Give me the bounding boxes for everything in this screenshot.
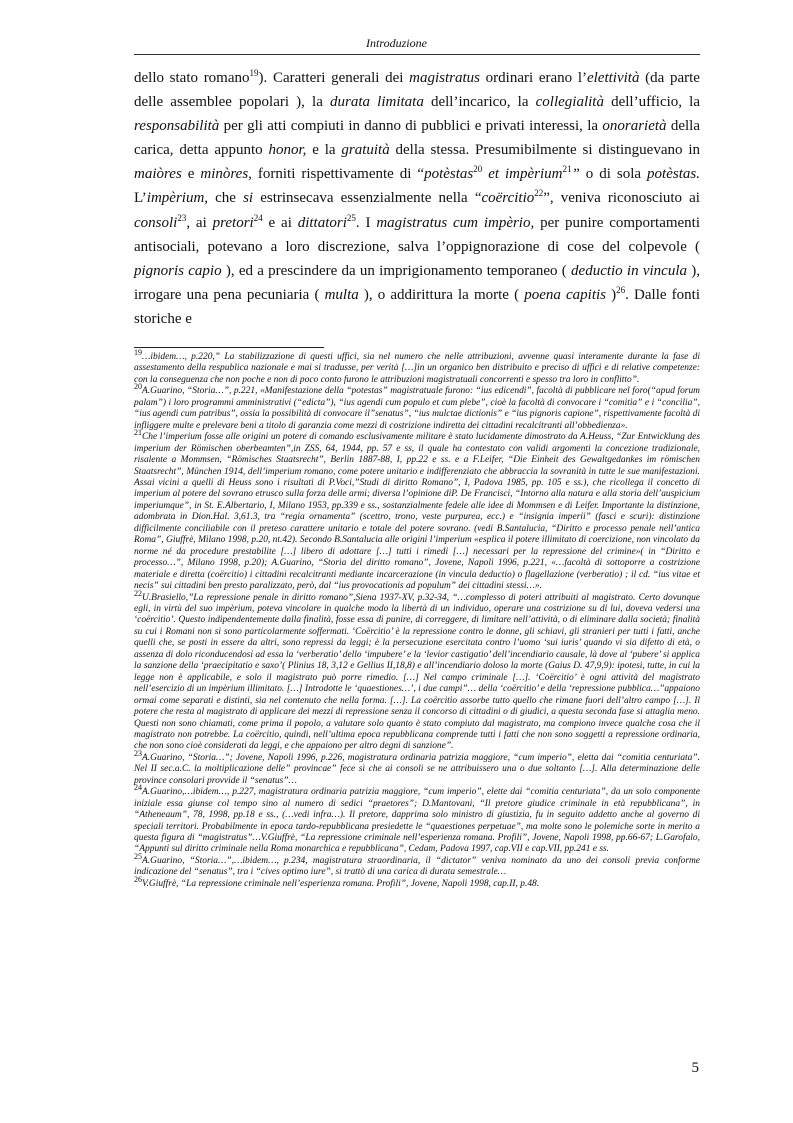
body-text-run: dell’ufficio, la [603, 94, 700, 111]
footnotes [134, 347, 700, 890]
footnote-ref: 26 [616, 284, 626, 295]
body-text-run: dell’incarico, la [423, 94, 536, 111]
body-text-run: ordinari erano l’ [479, 70, 587, 86]
body-text-run: ), ed a prescindere da un imprigionamento temporaneo ( [221, 262, 572, 279]
page-number: 5 [691, 1060, 699, 1076]
body-text-run: che [208, 190, 244, 207]
body-text-run: o di sola [579, 166, 648, 183]
body-text-run: e ai [262, 214, 298, 231]
footnote-number: 23 [134, 748, 142, 758]
body-italic-run: pretori [212, 214, 254, 231]
footnote [134, 851, 700, 879]
body-italic-run: et impèrium [482, 166, 563, 183]
running-header: Introduzione [366, 36, 427, 50]
footnote-ref: 22 [534, 188, 544, 199]
footnote-ref: 21 [562, 164, 572, 175]
body-italic-run: magistratus [409, 70, 480, 86]
footnote-ref: 23 [177, 212, 187, 223]
footnote-text: A.Guarino, “Storia…”,…ibidem…, p.234, magistratura straordinaria, il “dictator” veniva nominato da uno dei consoli previa conforme indicazione del “senatus”, tra i “cives optimo iure”, si trattò di una carica di durata semestrale… [134, 855, 700, 878]
body-text-run: ), irrogare una pena pecuniaria ( [134, 262, 700, 303]
footnote-ref: 20 [473, 164, 483, 175]
footnote-text: A.Guarino, “Storia…”, p.221, «Manifestazione della “potestas” magistratuale furono: “ius edicendi”, facoltà di pubblicare nel foro(“apud forum palam”) i loro programmi amministrativi (“edicta”), “ius agendi cum populo et cum plebe”, cioè la facoltà di convocare i “comitia” e i “concilia”, “ius agendi cum patribus”, ossia la possibilità di convocare il”senatus”, “ius mulctae dictionis” e “ius pignoris capione”, rispettivamente facoltà di infliggere multe e prelevare beni a titolo di garanzia come mezzi di costrizione indiretta dei cittadini recalcitranti all’obbedienza». [134, 386, 700, 431]
footnote [134, 874, 700, 890]
footnote-text: U.Brasiello,”La repressione penale in diritto romano”,Siena 1937-XV, p.32-34, “…complesso di poteri attribuiti al magistrato. Certo dovunque egli, in virtù del suo impèrium, poteva vincolare in qualche modo la libertà di un individuo, operare una costrizione su di lui, doveva vedersi una ‘coërcitio’. Questo indipendentemente dalla finalità, fosse essa di punire, di correggere, di limitare nell’attività, o di eliminare dalla società; finalità su cui i Romani non si sono particolarmente soffermati. ‘Coërcitio’ è la repressione contro le donne, gli schiavi, gli stranieri per tutti i fatti, anche quelli che, se posti in essere da altri, sono repressi da leggi; è la persecuzione esercitata contro l’uomo ‘sui iuris’ quando vi sia difetto di età, o assenza di dolo riconducendosi ad essa la ‘verberatio’ dello ‘impubere’ e la ‘levior castigatio’ dell’incendiario causale, là dove al ‘pubere’ si applica la sanzione della ‘praecipitatio e saxo’( Plinius 18, 3,12 e Gellius II,18,8) e all’incendiario doloso la morte (Gaius D. 47,9,9): ipotesi, tutte, in cui la legge non è applicabile, e solo il magistrato può porre rimedio. […] Nel campo criminale […]. ‘Coërcitio’ è ogni attività del magistrato nell’esercizio di un impèrium illimitato. […] Introdotte le ‘quaestiones…’, i due campi”… della ‘coërcitio’ e della ‘repressione pubblica…”appaiono ormai come separati e distinti, sia nel contenuto che nella forma. […]. La coërcitio assorbe tutto quello che rimane fuori dell’altro campo […]. Il potere che resta al magistrato di applicare dei mezzi di repressione senza il concorso di cittadini o di giudici, a questa seconda fase si attaglia meno. Questi non sono chiamati, come prima il popolo, a valutare solo quanto è stato compiuto dal magistrato, ma compiono invece qualche cosa che il magistrato non potrebbe. La coërcitio, quindi, nell’ultima epoca repubblicana comprende tutti i fatti che non sono soggetti a repressione ordinaria, che non sono cioè considerati da leggi, e che appaiono per altro degni di sanzione”. [134, 592, 700, 752]
body-italic-run: poena capitis [524, 286, 607, 303]
body-italic-run: pignoris capio [134, 262, 222, 279]
body-italic-run: gratuità [341, 142, 390, 159]
body-italic-run: si [243, 190, 254, 207]
footnote-separator [134, 347, 324, 348]
body-italic-run: magistratus cum impèrio [376, 214, 531, 231]
footnote-number: 26 [134, 874, 142, 884]
footnote-number: 24 [134, 783, 142, 793]
body-italic-run: consoli [134, 214, 178, 231]
body-text-run: ). Caratteri generali dei [258, 70, 410, 86]
footnote-number: 21 [134, 428, 142, 438]
body-text-run: e la [306, 142, 342, 159]
body-italic-run: maiòres [134, 166, 182, 183]
footnote-number: 19 [134, 347, 142, 357]
body-text-run: ), o addirittura la morte ( [358, 286, 525, 303]
footnote-text: Che l’imperium fosse alle origini un potere di comando esclusivamente militare è stato lucidamente dimostrato da A.Heuss, “Zur Entwicklung des imperium der Römischen oberbeamten”,in ZSS, 64, 1944, pp. 57 e ss, il quale ha contestato con validi argomenti la concezione tradizionale, risalente a Mommsen, “Römisches Staatsrecht”, Berlin 1887-88, I, pp.22 e ss. e a F.Leifer, “Die Einheit des Gewaltgedankes im römischen Staatsrecht”, München 1914, dell’imperium romano, come potere unitario e indifferenziato che abbraccia la sovranità in tutte le sue manifestazioni. Assai vicini a quelli di Heuss sono i risultati di P.Voci,”Studi di diritto Romano”, I, Padova 1985, pp. 105 e ss.), che ricollega il concetto di imperium al potere del sovrano etrusco sulla forza delle armi; diversa l’opinione diP. De Francisci, “Intorno alla natura e alla storia dell’auspicium imperiumque”, in St. E.Albertario, I, Milano 1953, pp.339 e ss., sostanzialmente fedele alle idee di Mommsen e di Leifer. Importante la distinzione, adombrata in Dion.Hal. 3,61.3, tra “regia ornamenta” (scettro, trono, veste purpurea, ecc.) e “insignia imperii” (fasci e scuri): distinzione difficilmente conciliabile con il preteso carattere unitario e totale del potere sovrano. (vedi B.Santalucia, “Diritto e processo penale nell’antica Roma”, Giuffrè, Milano 1998, p.20, nt.42). Secondo B.Santalucia alle origini l’imperium «esplica il potere illimitato di coercizione, non vincolato da norme né da procedure prestabilite […] libero di adottare […] tutti i rimedi […] necessari per la repressione del crimine»( in “Diritto e processo…”, Milano 1998, p.20); A.Guarino, “Storia del diritto romano”, Jovene, Napoli 1996, p.221, «…facoltà di sottoporre a costrizione materiale e diretta (coërcitio) i cittadini recalcitranti mediante incarcerazione (in vincula deductio) o flagellazione (verberatio) ; il cd. “ius vitae et necis” sui cittadini ben presto paralizzato, però, dal “ius provocationis ad populum” dei cittadini stessi…». [134, 432, 700, 592]
body-text-run: dello stato romano [134, 70, 250, 86]
body-text-run: ”, veniva riconosciuto ai [543, 190, 700, 207]
body-italic-run: onorarietà [602, 118, 667, 135]
footnote [134, 347, 700, 386]
body-text-run: , forniti rispettivamente di “ [248, 166, 425, 183]
body-text-run: . I [355, 214, 377, 231]
footnote-ref: 19 [249, 68, 259, 78]
body-text-run: , ai [186, 214, 213, 231]
footnote-ref: 24 [253, 212, 263, 223]
body-italic-run: deductio in vincula [571, 262, 687, 279]
body-italic-run: impèrium, [146, 190, 209, 207]
footnote [134, 783, 700, 856]
body-italic-run: coërcitio [481, 190, 535, 207]
body-text-run: e [181, 166, 201, 183]
footnote [134, 748, 700, 787]
body-italic-run: multa [324, 286, 359, 303]
footnote-number: 25 [134, 851, 142, 861]
body-italic-run: collegialità [535, 94, 604, 111]
main-paragraph [134, 66, 700, 331]
body-italic-run: responsabilità [134, 118, 220, 135]
body-text-run: (da parte delle assemblee popolari ), la [134, 70, 700, 111]
footnote [134, 428, 700, 592]
footnote-number: 22 [134, 588, 142, 598]
footnote-number: 20 [134, 382, 142, 392]
body-text-run: per gli atti compiuti in danno di pubblici e privati interessi, la [219, 118, 603, 135]
body-text-run: ) [606, 286, 617, 303]
body-italic-run: durata limitata [330, 94, 424, 111]
footnote-ref: 25 [346, 212, 356, 223]
body-italic-run: ” [571, 166, 580, 183]
body-italic-run: dittatori [297, 214, 347, 231]
body-text-run: , per punire comportamenti antisociali, potevano a loro discrezione, salva l’oppignorazione di cose del colpevole ( [134, 214, 701, 255]
header-rule [134, 54, 700, 55]
body-text-run: L’ [134, 190, 147, 207]
body-italic-run: honor, [268, 142, 307, 159]
body-italic-run: minòres [200, 166, 249, 183]
body-text-run: della carica, detta appunto [134, 118, 700, 159]
body-text-run: estrinsecava essenzialmente nella “ [253, 190, 482, 207]
body-italic-run: potèstas. [647, 166, 700, 183]
footnote-text: A.Guarino, “Storia…”; Jovene, Napoli 1996, p.226, magistratura ordinaria patrizia maggiore, “cum imperio”, eletta dai “comitia centuriata”. Nel II sec.a.C. la moltiplicazione delle” provincae” fece sì che ai consoli se ne attribuissero una o due soltanto […]. Alla determinazione delle province consolari provvide il “senatus”… [134, 752, 700, 786]
body-text-run: . Dalle fonti storiche e [134, 286, 701, 327]
footnote [134, 588, 700, 753]
footnote-text: V.Giuffrè, “La repressione criminale nell’esperienza romana. Profili”, Jovene, Napoli 1998, cap.II, p.48. [142, 878, 540, 889]
body-italic-run: potèstas [424, 166, 474, 183]
footnote [134, 382, 700, 432]
body-text-run: della stessa. Presumibilmente si distinguevano in [389, 142, 700, 159]
footnote-text: …ibidem…, p.220,” La stabilizzazione di questi uffici, sia nel numero che nelle attribuzioni, avvenne quasi interamente durante la fase di assestamento della respublica nazionale e mai si tradusse, per verità […]in un organico ben distribuito e preciso di uffici e di relative competenze: con la conseguenza che non poche e non di poco conto furono le attribuzioni magistratuali concorrenti e spesso tra loro in conflitto”. [134, 352, 700, 385]
footnote-text: A.Guarino,…ibidem…, p.227, magistratura ordinaria patrizia maggiore, “cum imperio”, elette dai “comitia centuriata”, da un solo componente iniziale essa giunse col tempo sino al numero di sedici “praetores”; D.Mantovani, “Il pretore giudice criminale in età repubblicana”, in “Atheneaum”, 78, 1998, pp.18 e ss., (…vedi infra…). Il pretore, dapprima solo ministro di giustizia, fu in seguito addetto anche al governo di speciali territori. Probabilmente in epoca tardo-repubblicana presiedette le “quaestiones perpetuae”, ma molte sono le polemiche sorte in merito a questa figura di “magistratus”…V.Giuffrè, “La repressione criminale nell’esperienza romana. Profili”, Jovene, Napoli 1998, pp.66-67; L.Garofalo, “Appunti sul diritto criminale nella Roma monarchica e repubblicana”, Cedam, Padova 1997, cap.VII e cap.VII, pp.241 e ss. [134, 787, 700, 855]
body-italic-run: elettività [586, 70, 640, 86]
